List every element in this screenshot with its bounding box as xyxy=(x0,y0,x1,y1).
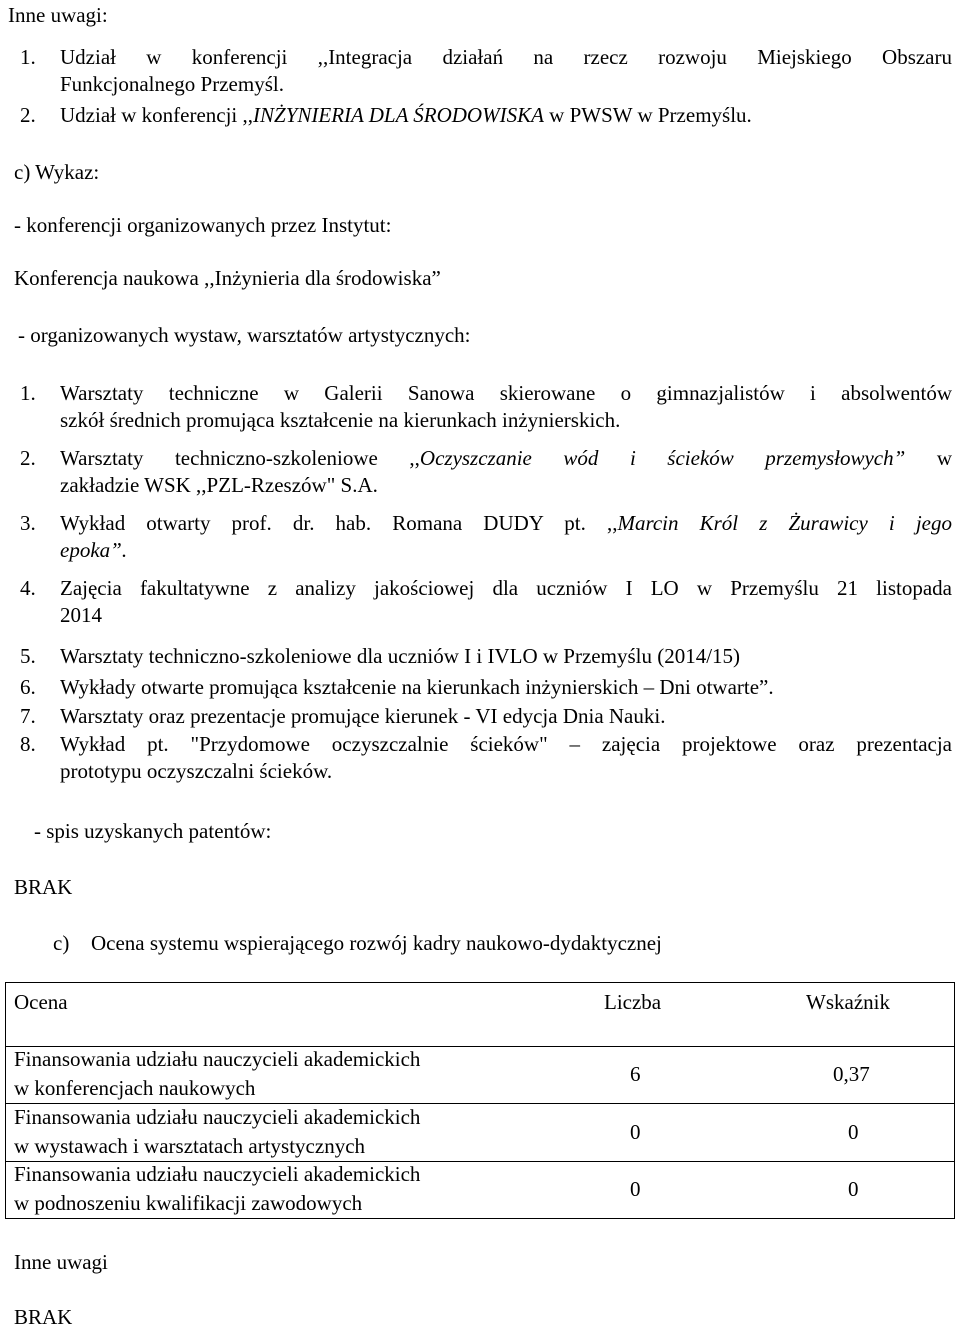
table-cell-wskaznik: 0,37 xyxy=(833,1062,870,1086)
footer-value: BRAK xyxy=(14,1305,73,1329)
warsztaty-item-5-line1: Warsztaty techniczno-szkoleniowe dla uczniów I i IVLO w Przemyślu (2014/15) xyxy=(60,644,741,668)
uwagi-item-2-text-post: w PWSW w Przemyślu. xyxy=(543,103,752,127)
konferencja-item: Konferencja naukowa ,,Inżynieria dla środowiska” xyxy=(14,266,441,290)
table-cell-liczba: 0 xyxy=(630,1120,641,1144)
patenty-label: - spis uzyskanych patentów: xyxy=(34,819,272,843)
list-number: 2. xyxy=(20,446,36,470)
warsztaty-item-1-line1: Warsztaty techniczne w Galerii Sanowa skierowane o gimnazjalistów i absolwentów xyxy=(60,381,952,405)
warsztaty-item-6-line1: Wykłady otwarte promująca kształcenie na kierunkach inżynierskich – Dni otwarte”. xyxy=(60,675,774,699)
list-number: 3. xyxy=(20,511,36,535)
list-number: 4. xyxy=(20,576,36,600)
ocena-heading-number: c) xyxy=(53,931,70,955)
wykaz-heading: c) Wykaz: xyxy=(14,160,100,184)
table-cell-ocena-line2: w konferencjach naukowych xyxy=(14,1076,256,1100)
warsztaty-item-1-line2: szkół średnich promująca kształcenie na kierunkach inżynierskich. xyxy=(60,408,621,433)
wystawy-label: - organizowanych wystaw, warsztatów artystycznych: xyxy=(18,323,471,347)
warsztaty-item-2-italic: Oczyszczanie wód i ścieków przemysłowych” xyxy=(419,446,906,470)
uwagi-item-1-line2: Funkcjonalnego Przemyśl. xyxy=(60,72,284,97)
table-cell-wskaznik: 0 xyxy=(848,1120,859,1144)
warsztaty-item-3-line2: epoka”. xyxy=(60,538,128,563)
table-header-liczba: Liczba xyxy=(604,990,662,1014)
uwagi-item-2-text-pre: Udział w konferencji ,, xyxy=(60,103,254,127)
warsztaty-item-3-pre: Wykład otwarty prof. dr. hab. Romana DUDY pt. ,, xyxy=(60,511,618,535)
warsztaty-item-8-line1: Wykład pt. "Przydomowe oczyszczalnie ścieków" – zajęcia projektowe oraz prezentacja xyxy=(60,732,952,756)
list-number: 2. xyxy=(20,103,36,127)
konferencje-label: - konferencji organizowanych przez Instytut: xyxy=(14,213,392,237)
warsztaty-item-2-post: w xyxy=(905,446,952,470)
list-number: 8. xyxy=(20,732,36,756)
table-border xyxy=(5,1218,955,1219)
warsztaty-item-8-line2: prototypu oczyszczalni ścieków. xyxy=(60,759,333,784)
table-header-ocena: Ocena xyxy=(14,990,68,1014)
table-border xyxy=(5,982,6,1219)
uwagi-item-2-text-italic: INŻYNIERIA DLA ŚRODOWISKA xyxy=(253,103,544,127)
table-cell-ocena-line1: Finansowania udziału nauczycieli akademickich xyxy=(14,1047,421,1071)
warsztaty-item-3-italic: Marcin Król z Żurawicy i jego xyxy=(617,511,952,535)
warsztaty-item-7-line1: Warsztaty oraz prezentacje promujące kierunek - VI edycja Dnia Nauki. xyxy=(60,704,666,728)
warsztaty-item-2-line2: zakładzie WSK ,,PZL-Rzeszów" S.A. xyxy=(60,473,378,498)
warsztaty-item-2-pre: Warsztaty techniczno-szkoleniowe ,, xyxy=(60,446,420,470)
table-border xyxy=(954,982,955,1219)
table-cell-liczba: 6 xyxy=(630,1062,641,1086)
table-cell-ocena-line1: Finansowania udziału nauczycieli akademickich xyxy=(14,1162,421,1186)
uwagi-item-1-line1: Udział w konferencji ,,Integracja działań na rzecz rozwoju Miejskiego Obszaru xyxy=(60,45,952,69)
warsztaty-item-4-line2: 2014 xyxy=(60,603,102,628)
warsztaty-item-4-line1: Zajęcia fakultatywne z analizy jakościowej dla uczniów I LO w Przemyślu 21 listopada xyxy=(60,576,952,600)
list-number: 1. xyxy=(20,45,36,69)
inne-uwagi-heading: Inne uwagi: xyxy=(8,3,108,27)
list-number: 5. xyxy=(20,644,36,668)
table-border xyxy=(5,982,955,983)
ocena-heading: Ocena systemu wspierającego rozwój kadry naukowo-dydaktycznej xyxy=(91,931,662,955)
table-cell-ocena-line2: w podnoszeniu kwalifikacji zawodowych xyxy=(14,1191,363,1215)
inne-uwagi-footer: Inne uwagi xyxy=(14,1250,108,1274)
patenty-value: BRAK xyxy=(14,875,73,899)
table-cell-ocena-line2: w wystawach i warsztatach artystycznych xyxy=(14,1134,366,1158)
table-cell-liczba: 0 xyxy=(630,1177,641,1201)
table-cell-ocena-line1: Finansowania udziału nauczycieli akademickich xyxy=(14,1105,421,1129)
table-cell-wskaznik: 0 xyxy=(848,1177,859,1201)
list-number: 6. xyxy=(20,675,36,699)
list-number: 1. xyxy=(20,381,36,405)
list-number: 7. xyxy=(20,704,36,728)
table-header-wskaznik: Wskaźnik xyxy=(806,990,890,1014)
